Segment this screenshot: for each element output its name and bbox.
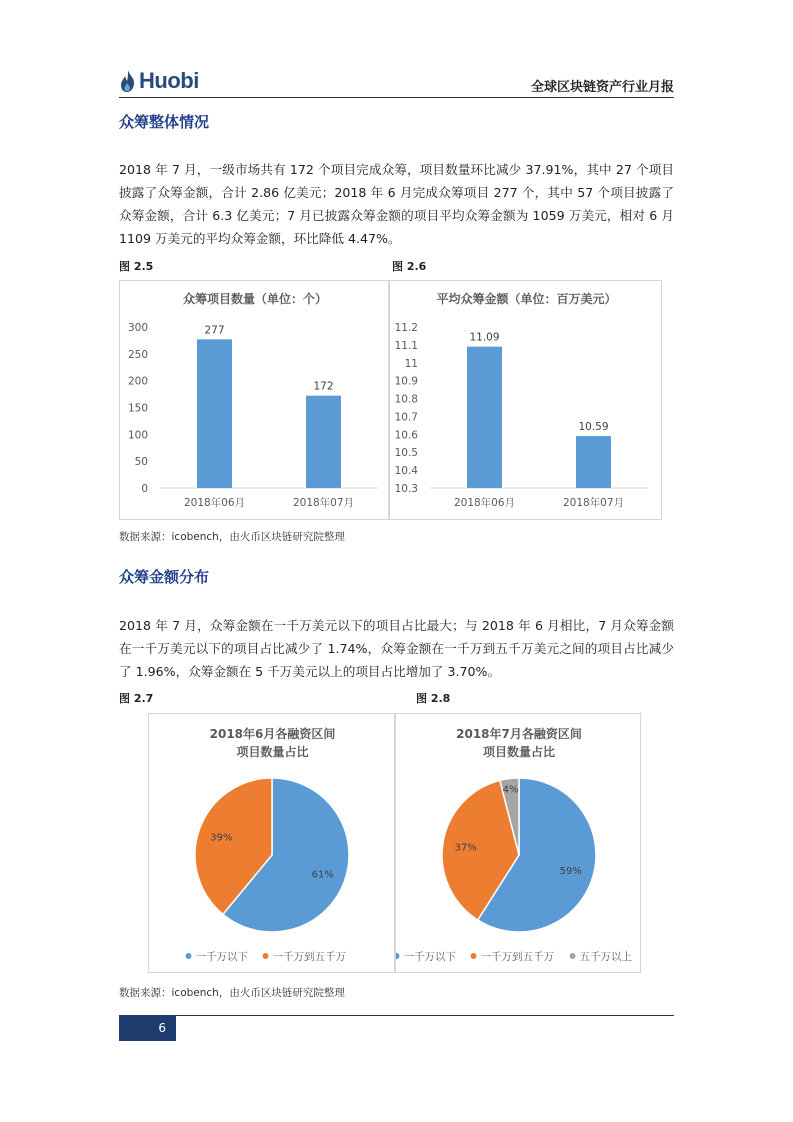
y-tick-label: 100 [127,429,148,442]
figure-label-2-7: 图 2.7 [119,692,154,705]
section-title-distribution: 众筹金额分布 [119,568,210,586]
figure-label-2-6: 图 2.6 [392,260,427,273]
bar-chart-project-count [120,281,390,521]
page-header [119,64,674,98]
chart-title: 2018年6月各融资区间 [209,727,336,741]
slice-label: 59% [559,866,582,878]
legend-label: 一千万以下 [403,951,456,963]
chart-title: 众筹项目数量（单位：个） [182,292,328,306]
legend-label: 一千万以下 [195,951,248,963]
report-title: 全球区块链资产行业月报 [530,80,674,95]
y-tick-label: 250 [127,348,148,361]
slice-label: 39% [210,832,233,844]
data-label: 11.09 [469,331,500,344]
y-tick-label: 11.2 [394,322,418,334]
legend-marker [263,953,269,959]
chart-project-count [119,280,389,520]
paragraph-overall: 2018 年 7 月，一级市场共有 172 个项目完成众筹，项目数量环比减少 37.91%，其中 27 个项目披露了众筹金额，合计 2.86 亿美元；2018 年 6 月完成众筹项目 277 个，其中 57 个项目披露了众筹金额，合计 6.3 亿美元；7 月已披露众筹金额的项目平均众筹金额为 1059 万美元，相对 6 月 1109 万美元的平均众筹金额，环比降低 4.47%。 [119,162,674,246]
paragraph-distribution: 2018 年 7 月，众筹金额在一千万美元以下的项目占比最大；与 2018 年 6 月相比，7 月众筹金额在一千万美元以下的项目占比减少了 1.74%，众筹金额在一千万到五千万美元之间的项目占比减少了 1.96%，众筹金额在 5 千万美元以上的项目占比增加了 3.70%。 [119,618,674,679]
y-tick-label: 0 [141,483,148,495]
y-tick-label: 10.3 [394,483,418,495]
pie-chart-june [149,714,396,974]
legend-marker [471,953,477,959]
x-tick-label: 2018年06月 [453,497,516,509]
slice-label: 4% [502,784,519,796]
legend-label: 一千万到五千万 [480,951,554,963]
chart-title: 平均众筹金额（单位：百万美元） [436,292,617,306]
section-title-overall: 众筹整体情况 [119,113,210,131]
legend-marker [570,953,576,959]
y-tick-label: 300 [127,322,148,334]
y-tick-label: 11.1 [394,339,418,352]
legend-label: 五千万以上 [579,951,632,963]
legend-marker [396,953,400,959]
huobi-logo [119,68,199,94]
y-tick-label: 50 [134,456,148,469]
figure-label-2-5: 图 2.5 [119,260,154,273]
logo-text: Huobi [139,68,199,93]
bar [467,347,502,488]
chart-title: 项目数量占比 [236,745,309,759]
chart-average-amount [389,280,662,520]
y-tick-label: 11 [404,357,418,370]
pie-chart-july [396,714,642,974]
chart-pie-july [395,713,641,973]
x-tick-label: 2018年07月 [292,497,355,509]
figure-label-2-8: 图 2.8 [416,692,451,705]
slice-label: 61% [311,869,334,881]
page-number: 6 [119,1015,176,1041]
chart-pie-june [148,713,395,973]
x-tick-label: 2018年07月 [562,497,625,509]
y-tick-label: 200 [127,375,148,388]
slice-label: 37% [454,842,477,854]
bar [197,339,232,488]
y-tick-label: 10.6 [394,429,418,442]
data-label: 172 [313,380,334,393]
data-source-1: 数据来源：icobench，由火币区块链研究院整理 [119,531,345,543]
data-label: 277 [204,324,225,337]
data-source-2: 数据来源：icobench，由火币区块链研究院整理 [119,987,345,999]
y-tick-label: 10.7 [394,411,418,424]
x-tick-label: 2018年06月 [183,497,246,509]
chart-title: 2018年7月各融资区间 [456,727,582,741]
y-tick-label: 150 [127,402,148,415]
footer-rule [119,1015,674,1016]
legend-label: 一千万到五千万 [272,951,346,963]
legend-marker [186,953,192,959]
bar-chart-average-amount [390,281,663,521]
bar [576,436,611,488]
bar [306,396,341,488]
data-label: 10.59 [578,421,609,434]
y-tick-label: 10.5 [394,447,418,460]
y-tick-label: 10.4 [394,465,418,478]
y-tick-label: 10.8 [394,393,418,406]
flame-icon [119,69,137,93]
chart-title: 项目数量占比 [482,745,556,759]
y-tick-label: 10.9 [394,375,418,388]
